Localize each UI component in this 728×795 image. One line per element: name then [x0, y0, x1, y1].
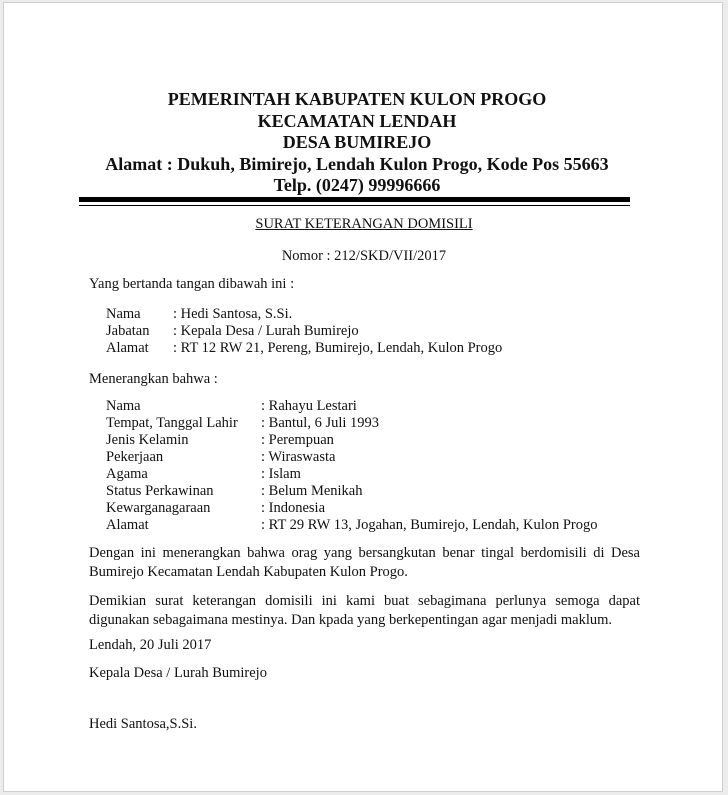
field-value: : RT 29 RW 13, Jogahan, Bumirejo, Lendah, Kulon Progo	[261, 517, 598, 533]
field-value: : Belum Menikah	[261, 483, 363, 499]
closing-paragraph: Demikian surat keterangan domisili ini kami buat sebagimana perlunya semoga dapat digunakan sebagaimana mestinya. Dan kpada yang berkepentingan agar menjadi maklum.	[89, 593, 640, 628]
resident-row-marital	[106, 483, 598, 500]
resident-details	[106, 398, 598, 534]
field-value: : Islam	[261, 466, 301, 482]
signer-row-name	[106, 306, 502, 323]
signer-name: Hedi Santosa,S.Si.	[89, 716, 197, 732]
field-label: Alamat	[106, 517, 149, 533]
place-date: Lendah, 20 Juli 2017	[89, 637, 212, 653]
letterhead-government: PEMERINTAH KABUPATEN KULON PROGO	[167, 89, 547, 109]
field-label: Jabatan	[106, 323, 150, 339]
letterhead-address: Alamat : Dukuh, Bimirejo, Lendah Kulon Progo, Kode Pos 55663	[105, 153, 609, 174]
signer-title: Kepala Desa / Lurah Bumirejo	[89, 665, 267, 681]
resident-row-occupation	[106, 449, 598, 466]
field-label: Nama	[106, 306, 141, 322]
signer-details	[106, 306, 502, 357]
field-label: Agama	[106, 466, 148, 482]
resident-row-gender	[106, 432, 598, 449]
letter-title: SURAT KETERANGAN DOMISILI	[255, 216, 473, 232]
field-label: Status Perkawinan	[106, 483, 214, 499]
field-label: Nama	[106, 398, 141, 414]
field-value: : Perempuan	[261, 432, 334, 448]
letterhead-phone: Telp. (0247) 99996666	[273, 175, 441, 195]
field-label: Kewarganagaraan	[106, 500, 211, 516]
statement-paragraph: Dengan ini menerangkan bahwa orag yang bersangkutan benar tingal berdomisili di Desa Bumirejo Kecamatan Lendah Kabupaten Kulon Progo.	[89, 545, 640, 580]
signer-row-address	[106, 340, 502, 357]
letterhead-village: DESA BUMIREJO	[282, 132, 432, 152]
field-value: : Wiraswasta	[261, 449, 336, 465]
resident-row-address	[106, 517, 598, 534]
explains-text: Menerangkan bahwa :	[89, 371, 218, 387]
field-value: : Hedi Santosa, S.Si.	[173, 306, 293, 322]
field-label: Pekerjaan	[106, 449, 164, 465]
letterhead-divider-thick	[79, 197, 630, 202]
resident-row-birth	[106, 415, 598, 432]
field-label: Tempat, Tanggal Lahir	[106, 415, 238, 431]
field-value: : Bantul, 6 Juli 1993	[261, 415, 380, 431]
field-label: Jenis Kelamin	[106, 432, 189, 448]
letterhead-district: KECAMATAN LENDAH	[257, 110, 457, 131]
field-value: : RT 12 RW 21, Pereng, Bumirejo, Lendah, Kulon Progo	[173, 340, 503, 356]
intro-text: Yang bertanda tangan dibawah ini :	[89, 276, 295, 292]
resident-row-citizenship	[106, 500, 598, 517]
resident-row-religion	[106, 466, 598, 483]
letterhead-divider-thin	[79, 205, 630, 206]
letter-number: Nomor : 212/SKD/VII/2017	[281, 248, 447, 264]
resident-row-name	[106, 398, 598, 415]
field-value: : Kepala Desa / Lurah Bumirejo	[173, 323, 359, 339]
letterhead	[0, 89, 714, 197]
field-label: Alamat	[106, 340, 149, 356]
field-value: : Rahayu Lestari	[261, 398, 357, 414]
field-value: : Indonesia	[261, 500, 326, 516]
signer-row-position	[106, 323, 502, 340]
